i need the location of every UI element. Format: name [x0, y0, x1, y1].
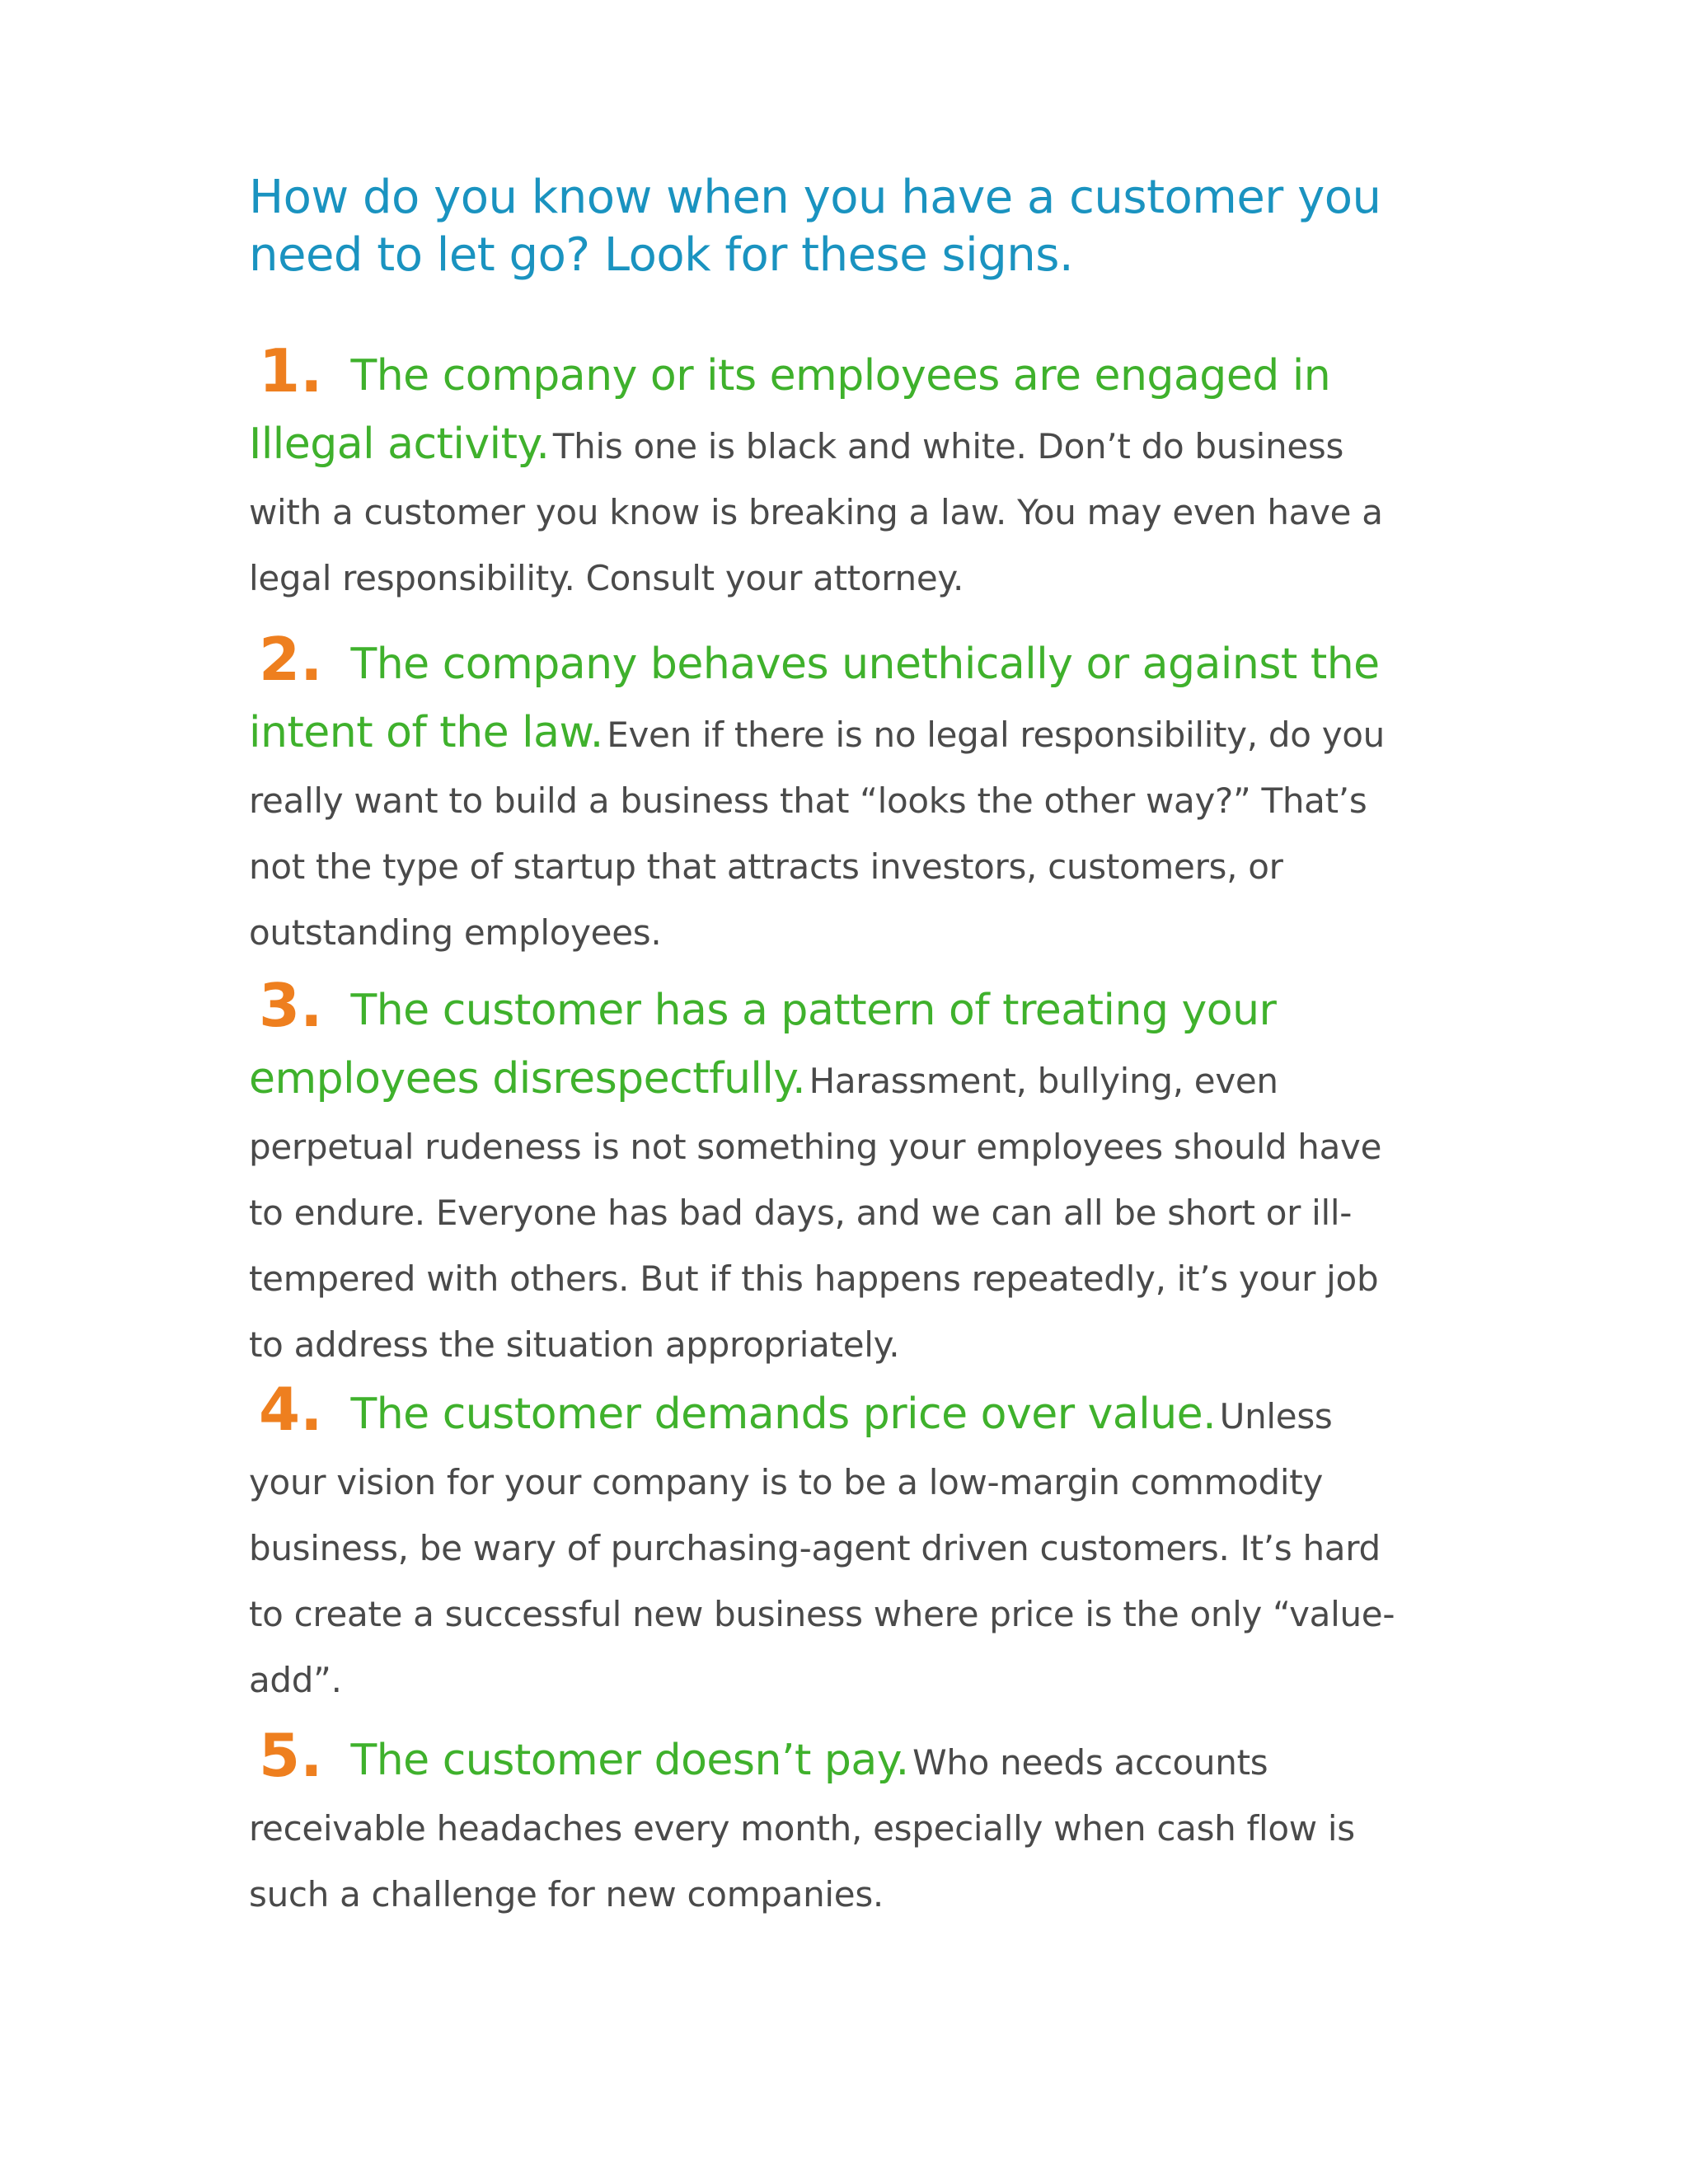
sign-number: 5.: [259, 1721, 323, 1790]
sign-number: 1.: [259, 336, 323, 405]
sign-title: The company behaves unethically or against the intent of the law.: [249, 640, 1380, 757]
sign-number: 3.: [259, 971, 323, 1040]
sign-paragraph: [249, 971, 1419, 1382]
sign-paragraph: [249, 625, 1419, 970]
sign-number: 2.: [259, 625, 323, 694]
sign-item-5: [249, 1721, 1419, 1932]
sign-body: Unless your vision for your company is to be a low-margin commodity business, be wary of purchasing-agent driven customers. It’s hard to create a successful new business where price is the only “value-add”.: [249, 1396, 1395, 1700]
sign-item-2: [249, 625, 1419, 970]
sign-paragraph: [249, 1721, 1419, 1932]
sign-body: Harassment, bullying, even perpetual rudeness is not something your employees should have to endure. Everyone has bad days, and we can all be short or ill-tempered with others. But if this happens repeatedly, it’s your job to address the situation appropriately.: [249, 1061, 1382, 1365]
sign-item-1: [249, 336, 1419, 616]
sign-paragraph: [249, 336, 1419, 616]
sign-body: Who needs accounts receivable headaches every month, especially when cash flow is such a challenge for new companies.: [249, 1742, 1355, 1915]
sign-body: Even if there is no legal responsibility, do you really want to build a business that “looks the other way?” That’s not the type of startup that attracts investors, customers, or outstanding employees.: [249, 715, 1385, 953]
page-heading: How do you know when you have a customer you need to let go? Look for these signs.: [249, 171, 1381, 282]
sign-paragraph: [249, 1375, 1419, 1718]
sign-body: This one is black and white. Don’t do business with a customer you know is breaking a law. You may even have a legal responsibility. Consult your attorney.: [249, 426, 1383, 598]
sign-title: The company or its employees are engaged in Illegal activity.: [249, 351, 1331, 469]
sign-title: The customer demands price over value.: [350, 1390, 1217, 1439]
sign-item-3: [249, 971, 1419, 1382]
sign-item-4: [249, 1375, 1419, 1718]
sign-title: The customer has a pattern of treating your employees disrespectfully.: [249, 986, 1277, 1104]
sign-number: 4.: [259, 1375, 323, 1444]
sign-title: The customer doesn’t pay.: [350, 1736, 909, 1785]
